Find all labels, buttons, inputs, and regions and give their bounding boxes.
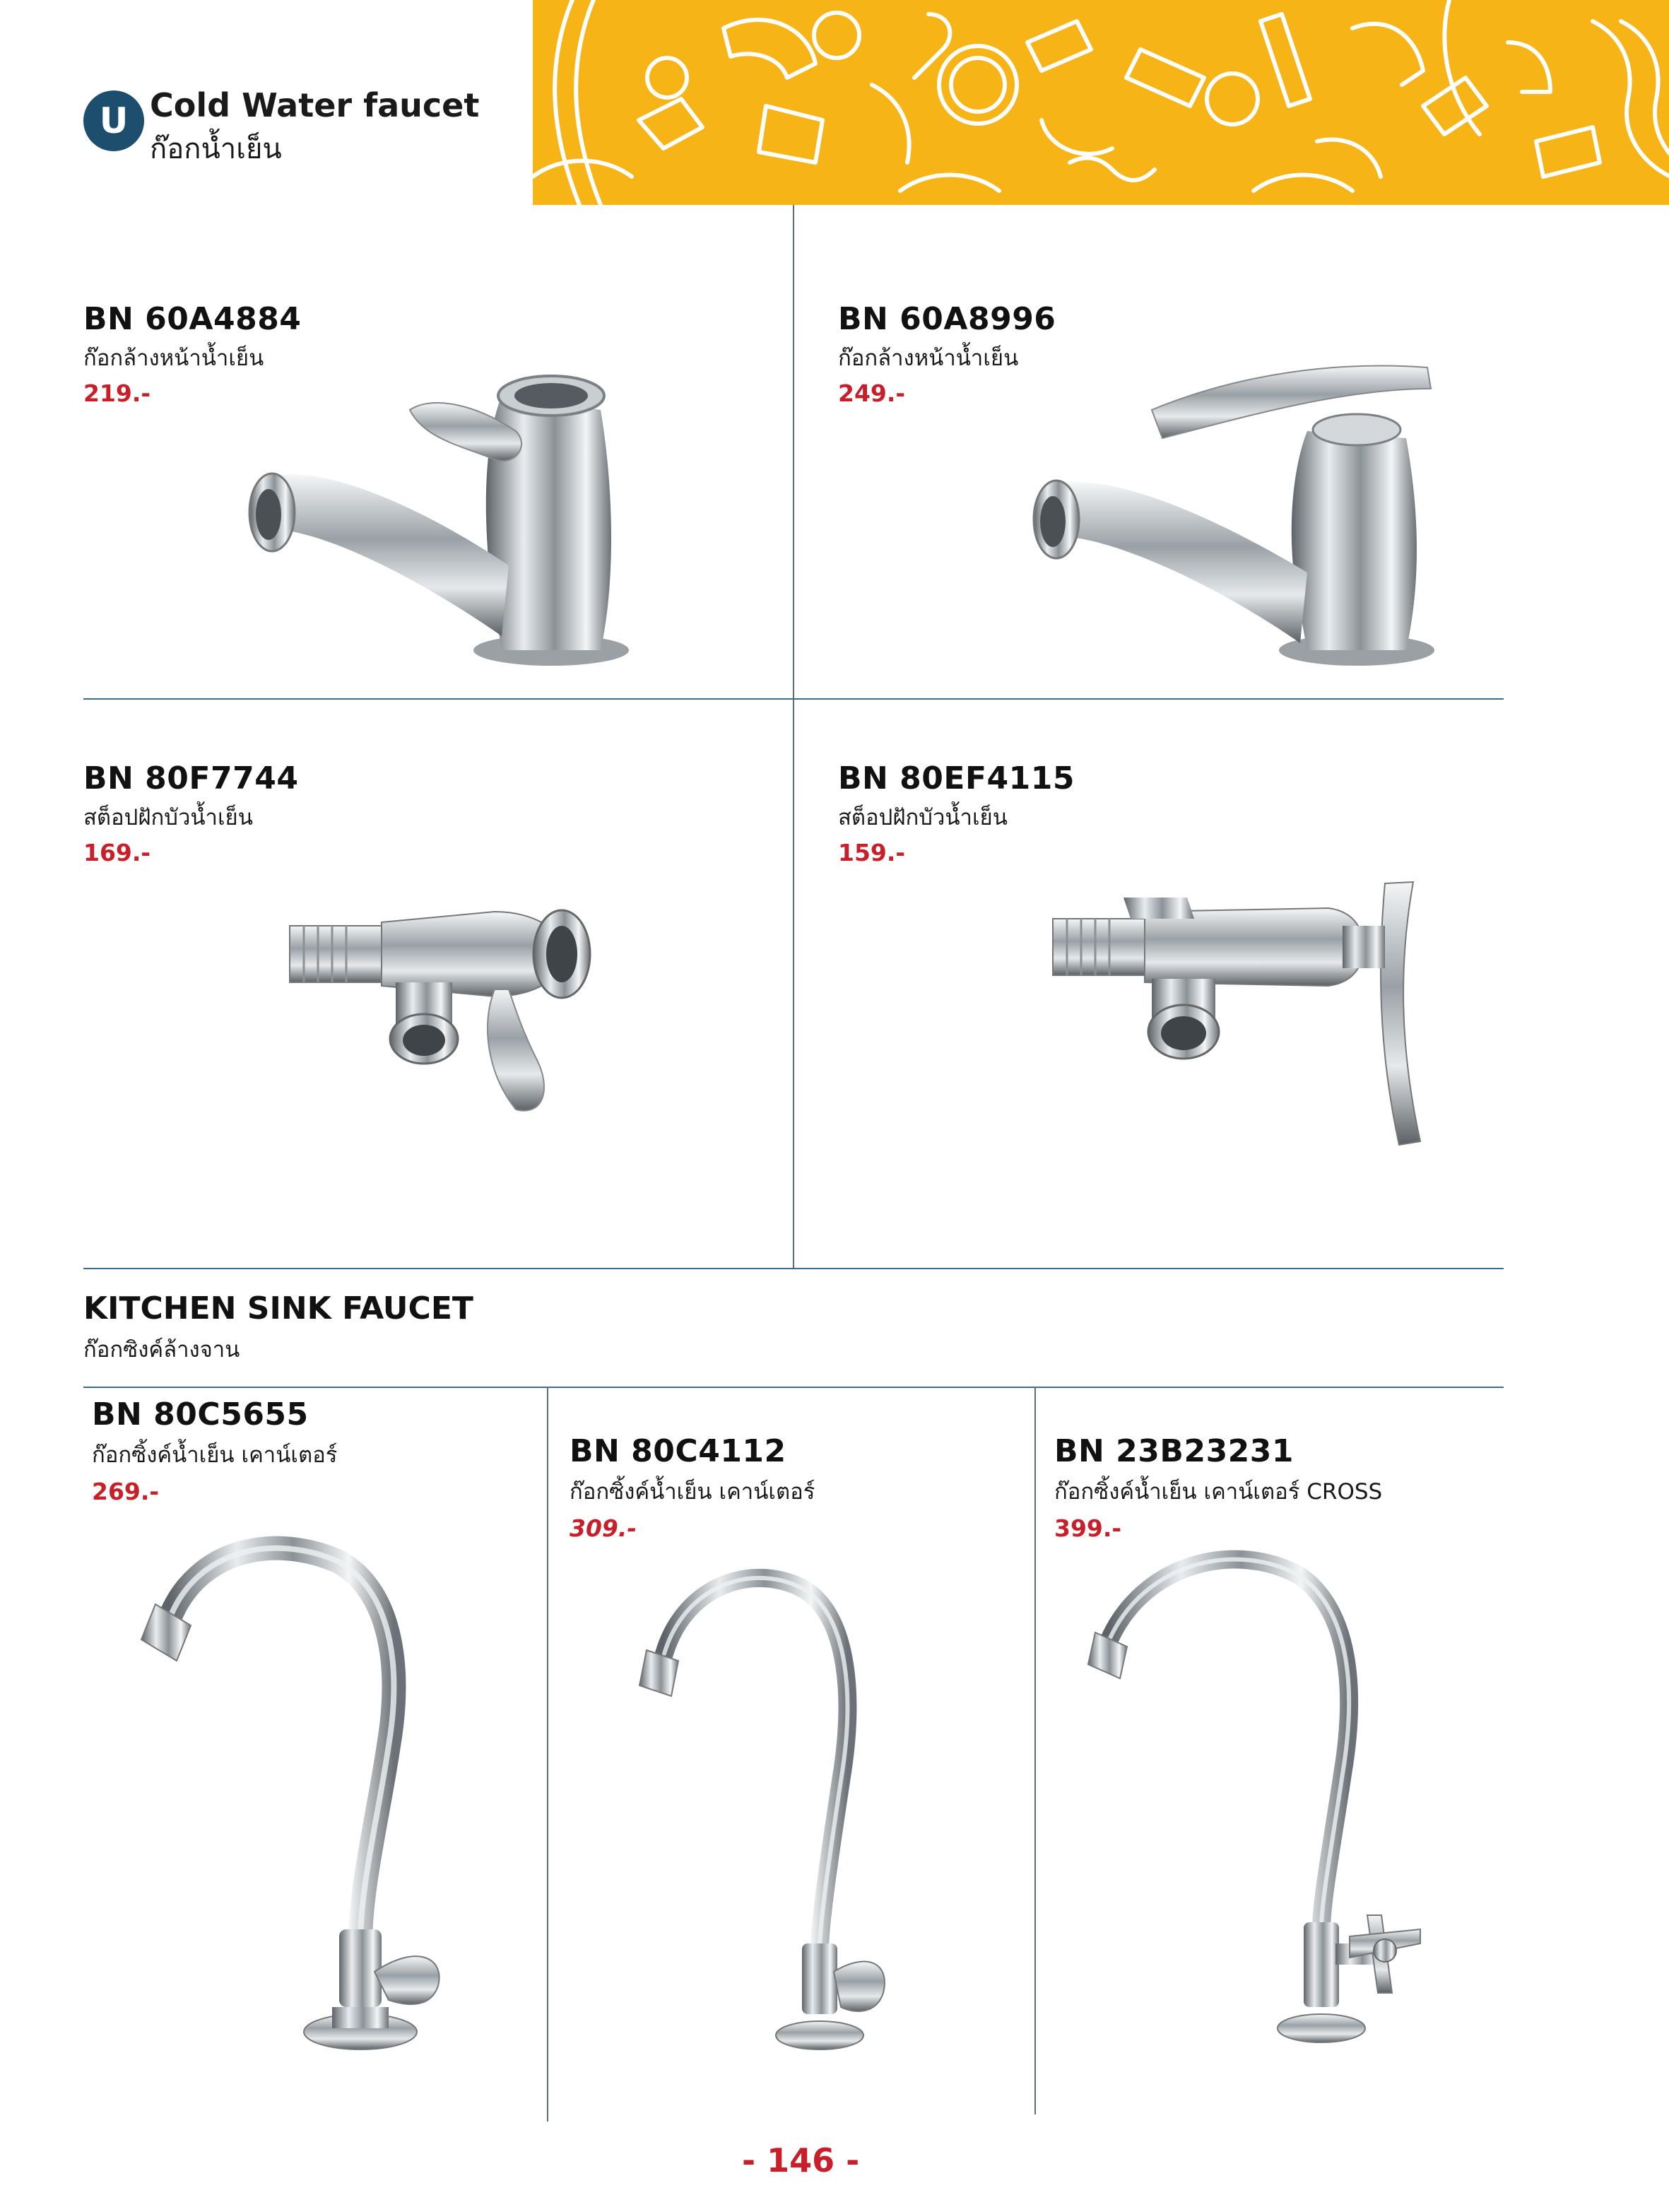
product-description: ก๊อกซิ้งค์น้ำเย็น เคาน์เตอร์ CROSS bbox=[1054, 1479, 1383, 1505]
column-divider bbox=[793, 205, 794, 1268]
product-card bbox=[83, 760, 298, 866]
decorative-banner bbox=[533, 0, 1669, 205]
product-card bbox=[1054, 1433, 1382, 1542]
product-description: ก๊อกซิ้งค์น้ำเย็น เคาน์เตอร์ bbox=[570, 1479, 815, 1505]
product-code: BN 60A4884 bbox=[83, 301, 302, 337]
product-description: ก๊อกล้างหน้าน้ำเย็น bbox=[838, 346, 1019, 371]
basin-faucet-lever-icon bbox=[219, 353, 714, 671]
basin-faucet-long-lever-icon bbox=[1003, 346, 1498, 671]
product-code: BN 60A8996 bbox=[838, 301, 1056, 337]
product-price: 269.- bbox=[92, 1478, 160, 1505]
product-price: 309.- bbox=[570, 1514, 637, 1542]
product-description: สต็อปฝักบัวน้ำเย็น bbox=[838, 805, 1008, 830]
product-price: 159.- bbox=[838, 839, 906, 866]
product-card bbox=[92, 1396, 337, 1505]
product-code: BN 80F7744 bbox=[83, 760, 299, 796]
product-price: 169.- bbox=[83, 839, 151, 866]
product-code: BN 80C4112 bbox=[570, 1433, 786, 1469]
row-divider bbox=[83, 1387, 1504, 1388]
product-price: 219.- bbox=[83, 380, 151, 407]
product-card bbox=[570, 1433, 815, 1542]
product-card bbox=[838, 760, 1075, 866]
page-subtitle: ก๊อกน้ำเย็น bbox=[150, 133, 282, 165]
product-code: BN 23B23231 bbox=[1054, 1433, 1294, 1469]
product-description: สต็อปฝักบัวน้ำเย็น bbox=[83, 805, 253, 830]
stop-valve-icon bbox=[283, 883, 664, 1124]
row-divider bbox=[83, 698, 1504, 700]
product-code: BN 80EF4115 bbox=[838, 760, 1075, 796]
column-divider bbox=[547, 1387, 548, 2122]
row-divider bbox=[83, 1268, 1504, 1269]
column-divider bbox=[1034, 1387, 1036, 2114]
section-subtitle: ก๊อกซิงค์ล้างจาน bbox=[83, 1337, 240, 1363]
section-title: KITCHEN SINK FAUCET bbox=[83, 1290, 473, 1326]
category-badge: U bbox=[83, 90, 144, 151]
page-number: - 146 - bbox=[742, 2141, 860, 2179]
page-title: Cold Water faucet bbox=[150, 86, 480, 124]
product-description: ก๊อกซิ้งค์น้ำเย็น เคาน์เตอร์ bbox=[92, 1442, 338, 1468]
plumbing-pattern-icon bbox=[533, 0, 1669, 205]
product-price: 399.- bbox=[1054, 1514, 1122, 1542]
product-price: 249.- bbox=[838, 380, 906, 407]
kitchen-faucet-cross-icon bbox=[1095, 1534, 1491, 2071]
product-description: ก๊อกล้างหน้าน้ำเย็น bbox=[83, 346, 264, 371]
product-code: BN 80C5655 bbox=[92, 1396, 309, 1432]
kitchen-faucet-lever-icon bbox=[134, 1519, 502, 2085]
kitchen-faucet-slim-icon bbox=[629, 1555, 940, 2064]
stop-valve-flat-lever-icon bbox=[1046, 876, 1441, 1159]
